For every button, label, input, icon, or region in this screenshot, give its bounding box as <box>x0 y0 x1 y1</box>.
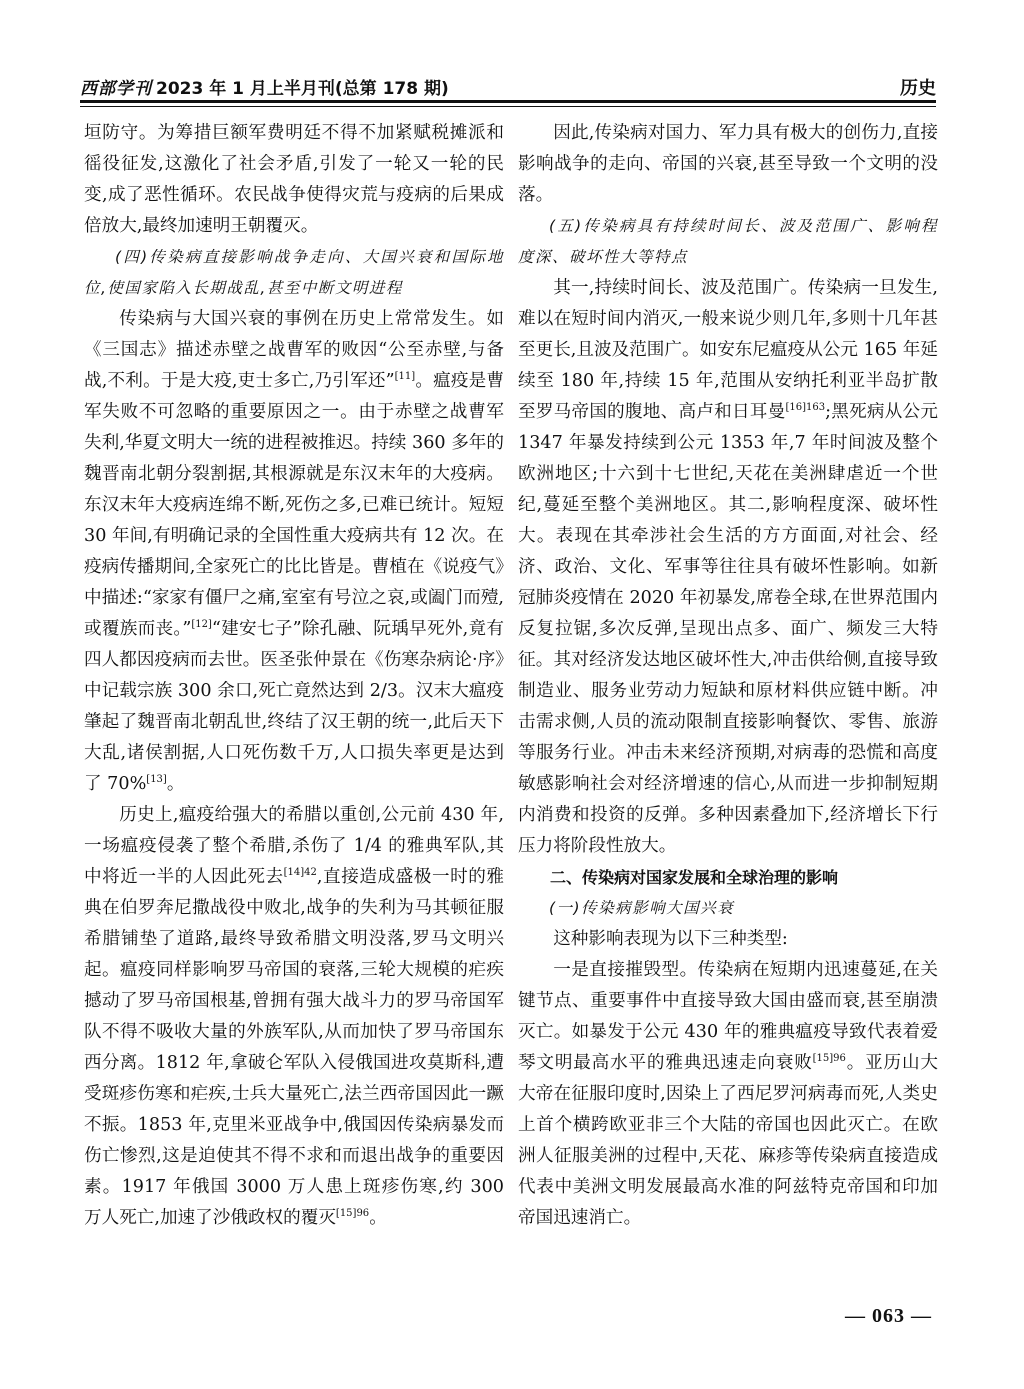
text-run: 一是直接摧毁型。传染病在短期内迅速蔓延,在关键节点、重要事件中直接导致大国由盛而衰,甚至崩溃灭亡。如暴发于公元 430 年的雅典瘟疫导致代表着爱琴文明最高水平的雅典迅速走向衰败 <box>518 960 938 1073</box>
text-run: ;黑死病从公元 1347 年暴发持续到公元 1353 年,7 年时间波及整个欧洲地区;十六到十七世纪,天花在美洲肆虐近一个世纪,蔓延至整个美洲地区。其二,影响程度深、破坏性大。表现在其牵涉社会生活的方方面面,对社会、经济、政治、文化、军事等往往具有破坏性影响。如新冠肺炎疫情在 2020 年初暴发,席卷全球,在世界范围内反复拉锯,多次反弹,呈现出点多、面广、频发三大特征。其对经济发达地区破坏性大,冲击供给侧,直接导致制造业、服务业劳动力短缺和原材料供应链中断。冲击需求侧,人员的流动限制直接影响餐饮、零售、旅游等服务行业。冲击未来经济预期,对病毒的恐慌和高度敏感影响社会对经济增速的信心,从而进一步抑制短期内消费和投资的反弹。多种因素叠加下,经济增长下行压力将阶段性放大。 <box>518 402 938 856</box>
text-run: 。 <box>166 774 185 794</box>
subsection-heading-1: (一)传染病影响大国兴衰 <box>549 899 735 917</box>
paragraph: 垣防守。为筹措巨额军费明廷不得不加紧赋税摊派和徭役征发,这激化了社会矛盾,引发了一轮又一轮的民变,成了恶性循环。农民战争使得灾荒与疫病的后果成倍放大,最终加速明王朝覆灭。 <box>84 123 504 236</box>
text-run: 。亚历山大大帝在征服印度时,因染上了西尼罗河病毒而死,人类史上首个横跨欧亚非三个大陆的帝国也因此灭亡。在欧洲人征服美洲的过程中,天花、麻疹等传染病直接造成代表中美洲文明发展最高水准的阿兹特克帝国和印加帝国迅速消亡。 <box>518 1053 939 1228</box>
paragraph <box>518 273 938 862</box>
text-run: 。 <box>369 1208 387 1228</box>
journal-masthead: 西部学刊 <box>80 79 152 99</box>
text-run: “建安七子”除孔融、阮瑀早死外,竟有四人都因疫病而去世。医圣张仲景在《伤寒杂病论·序》中记载宗族 300 余口,死亡竟然达到 2/3。汉末大瘟疫肇起了魏晋南北朝乱世,终结了汉王朝的统一,此后天下大乱,诸侯割据,人口死伤数千万,人口损失率更是达到了 70% <box>84 619 504 794</box>
right-column <box>518 118 938 1234</box>
text-run: 。瘟疫是曹军失败不可忽略的重要原因之一。由于赤壁之战曹军失利,华夏文明大一统的进程被推迟。持续 360 多年的魏晋南北朝分裂割据,其根源就是东汉末年的大疫病。东汉末年大疫病连绵不断,死伤之多,已难已统计。短短 30 年间,有明确记录的全国性重大疫病共有 12 次。在疫病传播期间,全家死亡的比比皆是。曹植在《说疫气》中描述:“家家有僵尸之痛,室室有号泣之哀,或阖门而殪,或覆族而丧。” <box>84 371 504 639</box>
page-number: — 063 — <box>845 1305 932 1327</box>
issue-info: 2023 年 1 月上半月刊(总第 178 期) <box>156 79 449 99</box>
text-run: ,直接造成盛极一时的雅典在伯罗奔尼撒战役中败北,战争的失利为马其顿征服希腊铺垫了道路,最终导致希腊文明没落,罗马文明兴起。瘟疫同样影响罗马帝国的衰落,三轮大规模的疟疾撼动了罗马帝国根基,曾拥有强大战斗力的罗马帝国军队不得不吸收大量的外族军队,从而加快了罗马帝国东西分离。1812 年,拿破仑军队入侵俄国进攻莫斯科,遭受斑疹伤寒和疟疾,士兵大量死亡,法兰西帝国因此一蹶不振。1853 年,克里米亚战争中,俄国因传染病暴发而伤亡惨烈,这是迫使其不得不求和而退出战争的重要因素。1917 年俄国 3000 万人患上斑疹伤寒,约 300 万人死亡,加速了沙俄政权的覆灭 <box>84 867 504 1228</box>
subsection-heading-4: (四)传染病直接影响战争走向、大国兴衰和国际地位,使国家陷入长期战乱,甚至中断文明进程 <box>84 248 504 297</box>
citation-ref: [16]163 <box>785 402 826 414</box>
citation-ref: [11] <box>394 371 416 383</box>
text-run: 传染病与大国兴衰的事例在历史上常常发生。如《三国志》描述赤壁之战曹军的败因“公至赤壁,与备战,不利。于是大疫,吏士多亡,乃引军还” <box>84 309 504 391</box>
citation-ref: [14]42 <box>283 867 317 879</box>
left-column <box>84 118 504 1234</box>
paragraph <box>84 800 504 1234</box>
citation-ref: [15]96 <box>812 1053 846 1065</box>
paragraph <box>518 955 938 1234</box>
paragraph: 因此,传染病对国力、军力具有极大的创伤力,直接影响战争的走向、帝国的兴衰,甚至导致一个文明的没落。 <box>518 123 938 205</box>
header-rule-thin <box>80 106 936 107</box>
header-rule-thick <box>80 100 936 103</box>
text-run: 历史上,瘟疫给强大的希腊以重创,公元前 430 年,一场瘟疫侵袭了整个希腊,杀伤了 1/4 的雅典军队,其中将近一半的人因此死去 <box>84 805 504 887</box>
section-heading-2: 二、传染病对国家发展和全球治理的影响 <box>550 868 839 887</box>
running-header <box>80 70 936 98</box>
header-left <box>80 74 449 99</box>
citation-ref: [12] <box>191 619 212 631</box>
citation-ref: [13] <box>146 774 167 786</box>
text-run: 其一,持续时间长、波及范围广。传染病一旦发生,难以在短时间内消灭,一般来说少则几年,多则十几年甚至更长,且波及范围广。如安东尼瘟疫从公元 165 年延续至 180 年,持续 15 年,范围从安纳托利亚半岛扩散至罗马帝国的腹地、高卢和日耳曼 <box>518 278 938 422</box>
citation-ref: [15]96 <box>335 1208 370 1220</box>
section-label: 历史 <box>900 78 936 99</box>
paragraph <box>84 304 504 800</box>
paragraph: 这种影响表现为以下三种类型: <box>553 929 788 949</box>
subsection-heading-5: (五)传染病具有持续时间长、波及范围广、影响程度深、破坏性大等特点 <box>518 217 938 266</box>
